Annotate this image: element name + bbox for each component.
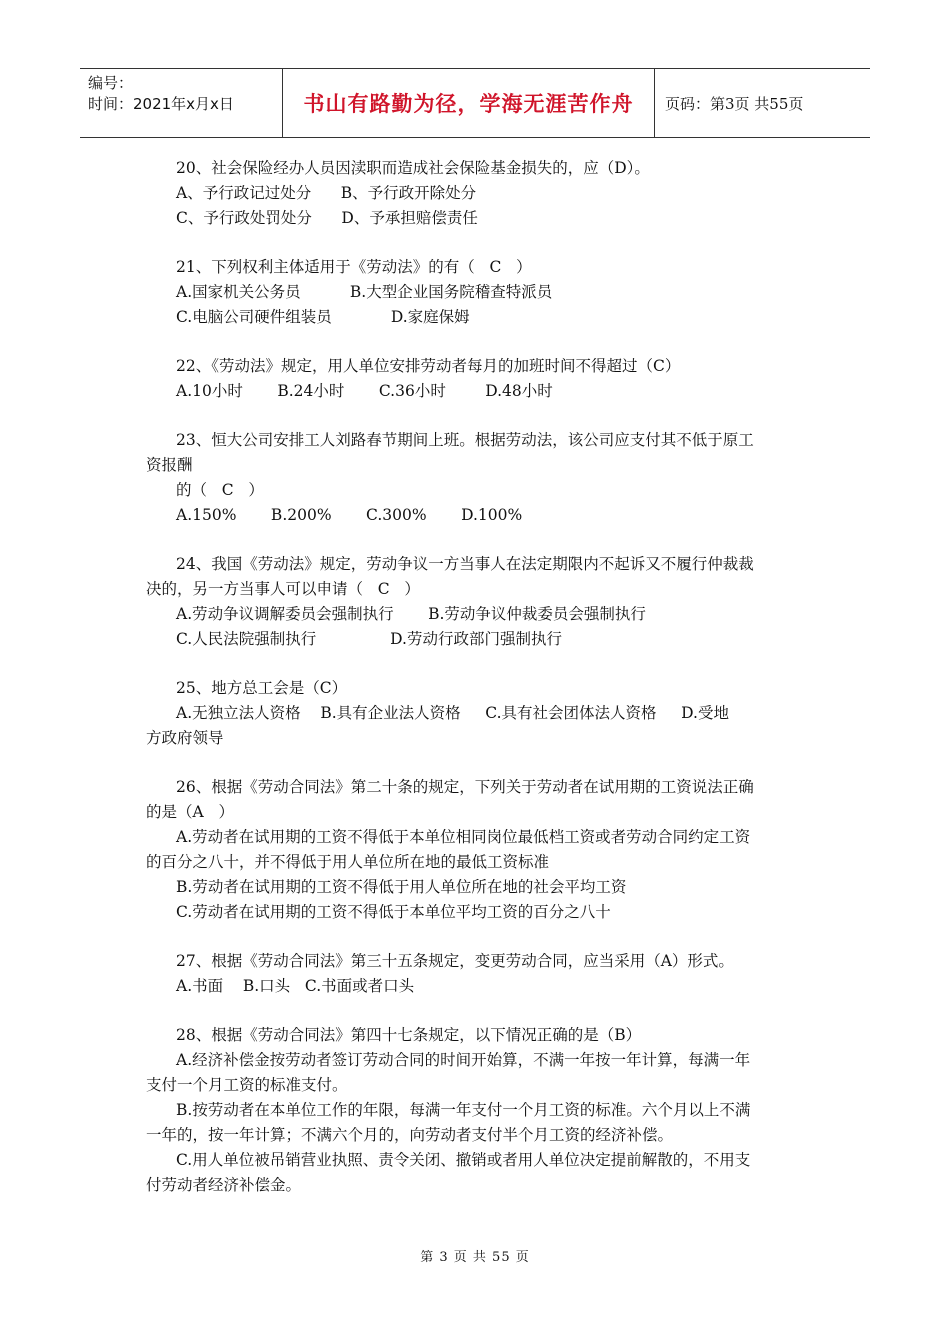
question-line: B.按劳动者在本单位工作的年限，每满一年支付一个月工资的标准。六个月以上不满 [176, 1101, 751, 1119]
question-line: A.10小时 B.24小时 C.36小时 D.48小时 [176, 382, 553, 400]
question-item [146, 428, 802, 528]
question-line: 方政府领导 [146, 729, 224, 747]
question-stem: 25、地方总工会是（C） [176, 679, 348, 697]
question-line: C.人民法院强制执行 D.劳动行政部门强制执行 [176, 630, 562, 648]
question-list [146, 156, 802, 1222]
page-footer: 第 3 页 共 55 页 [420, 1250, 530, 1265]
question-line: 的百分之八十，并不得低于用人单位所在地的最低工资标准 [146, 853, 550, 871]
question-stem: 20、社会保险经办人员因渎职而造成社会保险基金损失的，应（D）。 [176, 159, 650, 177]
question-line: C.电脑公司硬件组装员 D.家庭保姆 [176, 308, 470, 326]
document-number-label: 编号： [88, 74, 134, 92]
question-stem: 28、根据《劳动合同法》第四十七条规定，以下情况正确的是（B） [176, 1026, 642, 1044]
question-line: C.用人单位被吊销营业执照、责令关闭、撤销或者用人单位决定提前解散的，不用支 [176, 1151, 751, 1169]
header-page-code: 页码：第3页 共55页 [665, 94, 804, 113]
question-line: 的（ C ） [176, 481, 264, 499]
question-item [146, 676, 802, 751]
question-stem: 27、根据《劳动合同法》第三十五条规定，变更劳动合同，应当采用（A）形式。 [176, 952, 734, 970]
question-item [146, 552, 802, 652]
question-item [146, 354, 802, 404]
question-line: B.劳动者在试用期的工资不得低于用人单位所在地的社会平均工资 [176, 878, 627, 896]
question-item [146, 949, 802, 999]
header-divider [654, 69, 655, 137]
question-stem: 23、恒大公司安排工人刘路春节期间上班。根据劳动法，该公司应支付其不低于原工 [176, 431, 754, 449]
document-time-label: 时间：2021年x月x日 [88, 95, 234, 113]
question-line: 付劳动者经济补偿金。 [146, 1176, 302, 1194]
question-line: 的是（A ） [146, 803, 234, 821]
question-item [146, 255, 802, 330]
question-line: 支付一个月工资的标准支付。 [146, 1076, 348, 1094]
question-item [146, 156, 802, 231]
question-stem: 21、下列权利主体适用于《劳动法》的有（ C ） [176, 258, 532, 276]
header-motto: 书山有路勤为径，学海无涯苦作舟 [303, 92, 634, 116]
question-stem: 22、《劳动法》规定，用人单位安排劳动者每月的加班时间不得超过（C） [176, 357, 681, 375]
header-meta [88, 73, 282, 115]
question-line: A.劳动争议调解委员会强制执行 B.劳动争议仲裁委员会强制执行 [176, 605, 646, 623]
question-line: 资报酬 [146, 456, 193, 474]
question-line: 一年的，按一年计算；不满六个月的，向劳动者支付半个月工资的经济补偿。 [146, 1126, 674, 1144]
question-stem: 24、我国《劳动法》规定，劳动争议一方当事人在法定期限内不起诉又不履行仲裁裁 [176, 555, 754, 573]
question-line: A.劳动者在试用期的工资不得低于本单位相同岗位最低档工资或者劳动合同约定工资 [176, 828, 751, 846]
question-line: A.国家机关公务员 B.大型企业国务院稽查特派员 [176, 283, 553, 301]
question-line: A.150% B.200% C.300% D.100% [176, 506, 523, 524]
question-line: C、予行政处罚处分 D、予承担赔偿责任 [176, 209, 478, 227]
question-item [146, 775, 802, 925]
question-line: A.无独立法人资格 B.具有企业法人资格 C.具有社会团体法人资格 D.受地 [176, 704, 729, 722]
question-line: A.书面 B.口头 C.书面或者口头 [176, 977, 415, 995]
question-line: A、予行政记过处分 B、予行政开除处分 [176, 184, 477, 202]
question-line: C.劳动者在试用期的工资不得低于本单位平均工资的百分之八十 [176, 903, 611, 921]
page-header [80, 68, 870, 138]
question-line: A.经济补偿金按劳动者签订劳动合同的时间开始算，不满一年按一年计算，每满一年 [176, 1051, 751, 1069]
question-stem: 26、根据《劳动合同法》第二十条的规定，下列关于劳动者在试用期的工资说法正确 [176, 778, 754, 796]
question-item [146, 1023, 802, 1198]
question-line: 决的，另一方当事人可以申请（ C ） [146, 580, 420, 598]
